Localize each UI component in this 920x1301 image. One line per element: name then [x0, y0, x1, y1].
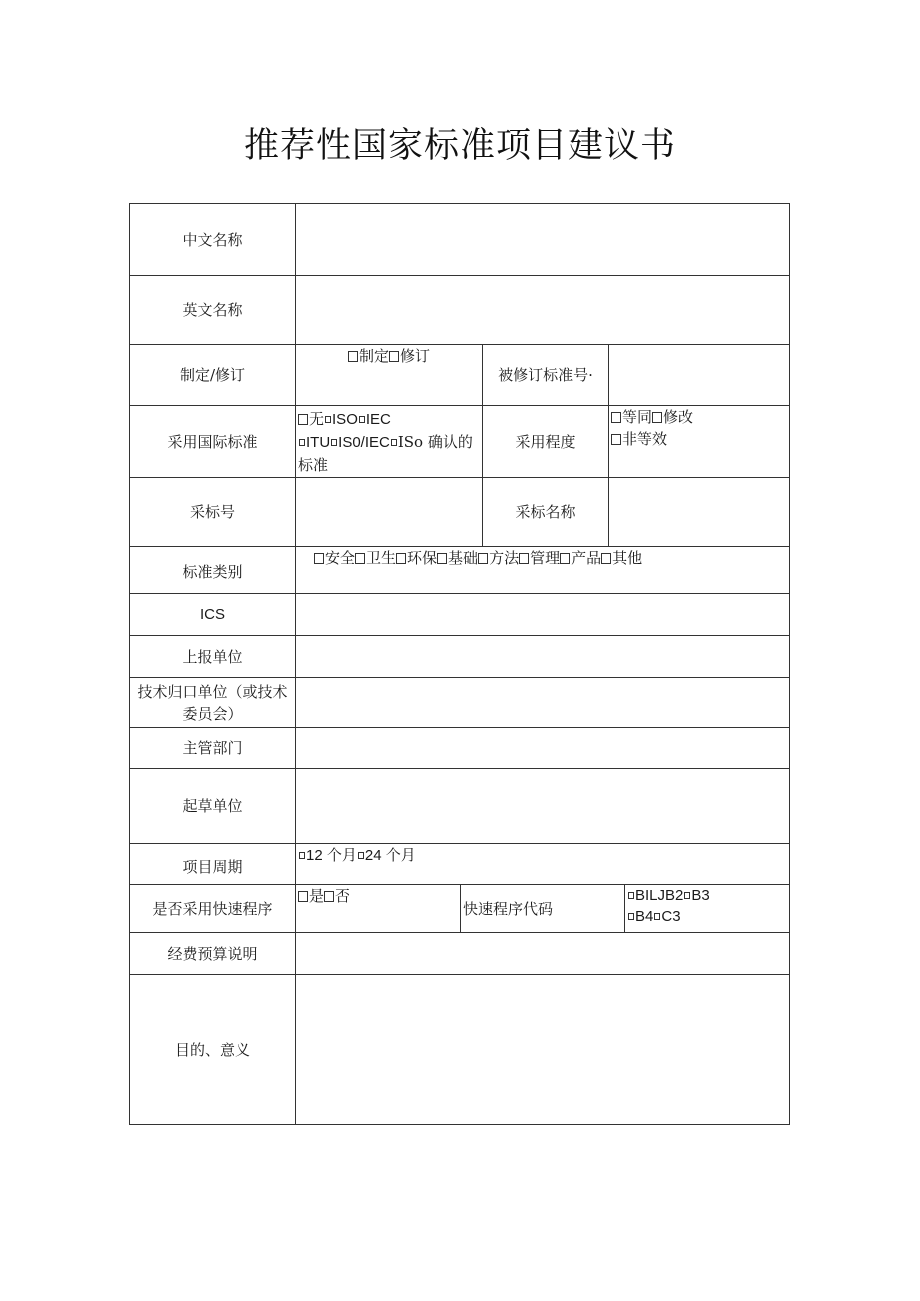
category-method-checkbox[interactable]	[478, 553, 488, 564]
chinese-name-field[interactable]	[296, 204, 790, 276]
code-b1-checkbox[interactable]	[628, 892, 634, 899]
tech-unit-field[interactable]	[296, 678, 790, 728]
fast-track-code-options	[625, 885, 790, 933]
code-c3-label: C3	[661, 908, 681, 925]
category-environment-label: 环保	[407, 549, 438, 567]
category-health-checkbox[interactable]	[355, 553, 365, 564]
identical-checkbox[interactable]	[611, 412, 621, 423]
iso-confirmed-checkbox[interactable]	[391, 439, 397, 446]
category-product-checkbox[interactable]	[560, 553, 570, 564]
formulate-revise-label: 制定/修订	[130, 345, 296, 406]
category-basic-checkbox[interactable]	[437, 553, 447, 564]
category-management-label: 管理	[530, 549, 561, 567]
category-environment-checkbox[interactable]	[396, 553, 406, 564]
code-b1-b2-label: BILJB2	[635, 887, 684, 904]
category-other-label: 其他	[612, 549, 643, 567]
code-b4-checkbox[interactable]	[628, 913, 634, 920]
draft-unit-label: 起草单位	[130, 769, 296, 844]
code-b3-label: B3	[691, 887, 710, 904]
category-label: 标准类别	[130, 547, 296, 594]
tech-unit-label-line1: 技术归口单位（或技术	[137, 682, 288, 701]
identical-option-label: 等同	[622, 408, 653, 426]
revise-option-label: 修订	[400, 347, 431, 365]
purpose-label: 目的、意义	[130, 975, 296, 1125]
category-options	[296, 547, 790, 594]
ics-field[interactable]	[296, 594, 790, 636]
adopt-name-label: 采标名称	[483, 478, 609, 547]
non-equivalent-checkbox[interactable]	[611, 434, 621, 445]
iso-checkbox[interactable]	[325, 416, 331, 423]
adoption-degree-label: 采用程度	[483, 406, 609, 478]
iso-confirmed-option-label-cont: 标准	[298, 456, 329, 474]
category-safety-label: 安全	[325, 549, 356, 567]
iso-option-label: ISO	[332, 411, 358, 428]
dept-field[interactable]	[296, 728, 790, 769]
tech-unit-label	[130, 678, 296, 728]
formulate-option-label: 制定	[358, 347, 389, 365]
tech-unit-label-line2: 委员会）	[182, 704, 243, 723]
none-option-label: 无	[309, 410, 325, 428]
revised-standard-number-field[interactable]	[609, 345, 790, 406]
adopt-intl-options	[296, 406, 483, 478]
modified-checkbox[interactable]	[652, 412, 662, 423]
cycle-12-checkbox[interactable]	[299, 852, 305, 859]
iso-confirmed-option-label: ISo 确认的	[397, 433, 473, 451]
cycle-options	[296, 844, 790, 885]
adoption-degree-options	[609, 406, 790, 478]
category-health-label: 卫生	[366, 549, 397, 567]
revise-checkbox[interactable]	[389, 351, 399, 362]
fast-track-no-checkbox[interactable]	[324, 891, 334, 902]
category-management-checkbox[interactable]	[519, 553, 529, 564]
modified-option-label: 修改	[663, 408, 694, 426]
ics-label: ICS	[130, 594, 296, 636]
fast-track-yes-label: 是	[309, 887, 325, 905]
category-basic-label: 基础	[448, 549, 479, 567]
code-b3-checkbox[interactable]	[684, 892, 690, 899]
iso-iec-checkbox[interactable]	[331, 439, 337, 446]
proposal-form	[129, 203, 790, 1125]
adopt-name-field[interactable]	[609, 478, 790, 547]
category-safety-checkbox[interactable]	[314, 553, 324, 564]
cycle-label: 项目周期	[130, 844, 296, 885]
code-c3-checkbox[interactable]	[654, 913, 660, 920]
fast-track-no-label: 否	[335, 887, 351, 905]
formulate-checkbox[interactable]	[348, 351, 358, 362]
draft-unit-field[interactable]	[296, 769, 790, 844]
code-b4-label: B4	[635, 908, 654, 925]
iec-checkbox[interactable]	[359, 416, 365, 423]
purpose-field[interactable]	[296, 975, 790, 1125]
formulate-revise-options	[296, 345, 483, 406]
category-method-label: 方法	[489, 549, 520, 567]
fast-track-code-label: 快速程序代码	[461, 885, 625, 933]
category-other-checkbox[interactable]	[601, 553, 611, 564]
report-unit-field[interactable]	[296, 636, 790, 678]
english-name-label: 英文名称	[130, 276, 296, 345]
fast-track-options	[296, 885, 461, 933]
budget-field[interactable]	[296, 933, 790, 975]
cycle-24-label: 24 个月	[364, 847, 416, 864]
non-equivalent-option-label: 非等效	[622, 430, 668, 448]
itu-option-label: ITU	[306, 434, 331, 451]
cycle-12-label: 12 个月	[306, 847, 357, 864]
adopt-intl-label: 采用国际标准	[130, 406, 296, 478]
revised-standard-number-label: 被修订标准号·	[483, 345, 609, 406]
category-product-label: 产品	[571, 549, 602, 567]
itu-checkbox[interactable]	[299, 439, 305, 446]
page-title: 推荐性国家标准项目建议书	[243, 126, 676, 166]
report-unit-label: 上报单位	[130, 636, 296, 678]
chinese-name-label: 中文名称	[130, 204, 296, 276]
iec-option-label: IEC	[365, 411, 391, 428]
cycle-24-checkbox[interactable]	[358, 852, 364, 859]
budget-label: 经费预算说明	[130, 933, 296, 975]
fast-track-label: 是否采用快速程序	[130, 885, 296, 933]
iso-iec-option-label: IS0/IEC	[338, 434, 390, 451]
english-name-field[interactable]	[296, 276, 790, 345]
adopt-number-label: 采标号	[130, 478, 296, 547]
none-checkbox[interactable]	[298, 414, 308, 425]
dept-label: 主管部门	[130, 728, 296, 769]
fast-track-yes-checkbox[interactable]	[298, 891, 308, 902]
adopt-number-field[interactable]	[296, 478, 483, 547]
